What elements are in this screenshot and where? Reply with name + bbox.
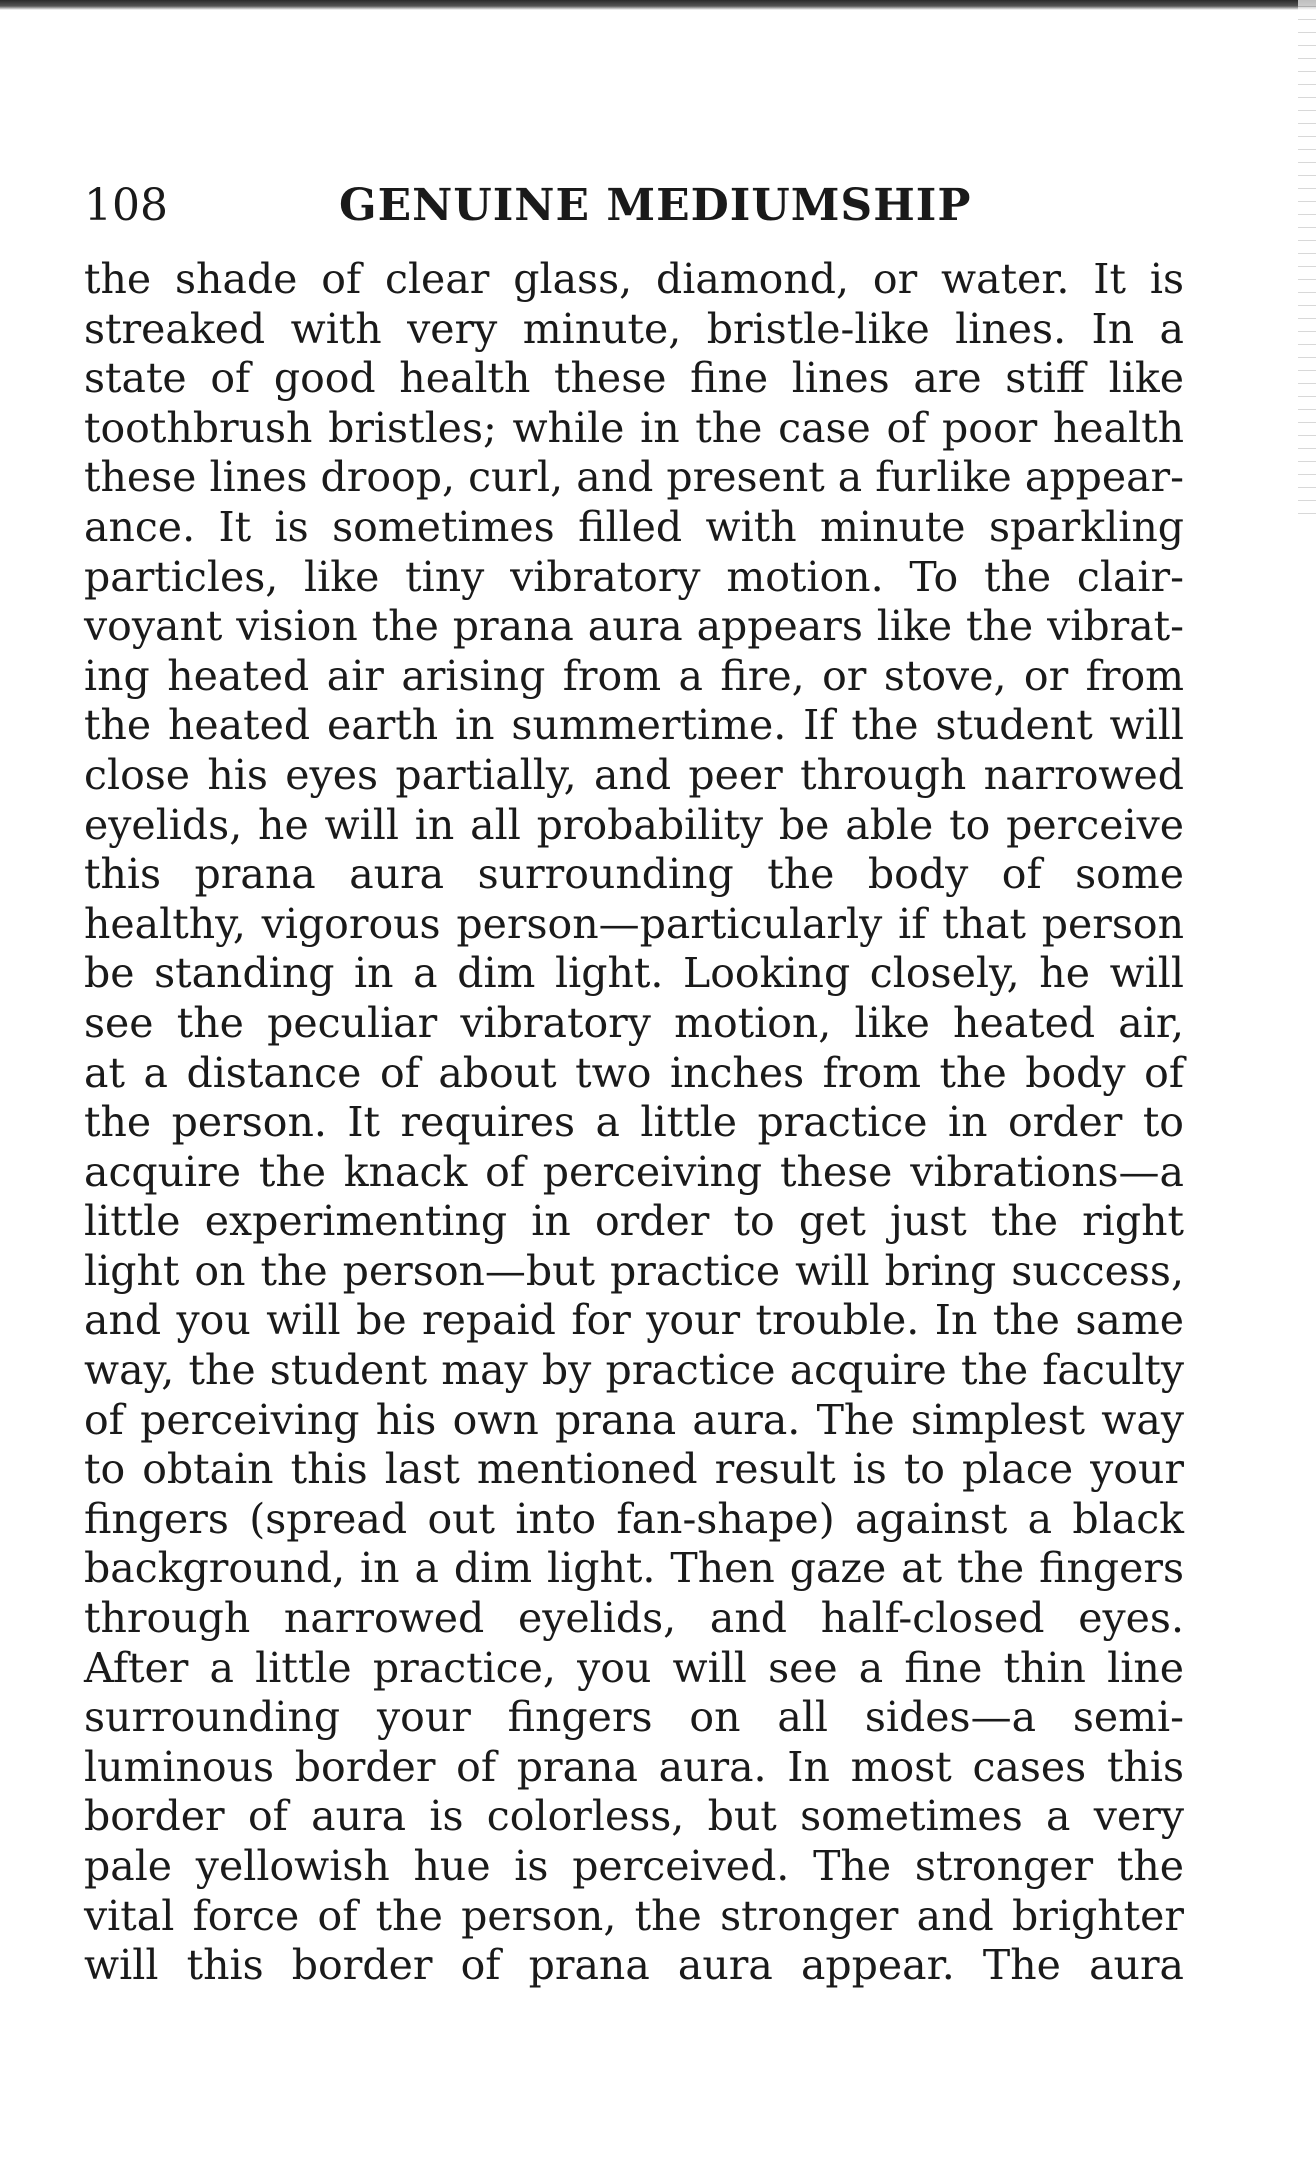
text-line: streaked with very minute, bristle-like lines. In a [84,304,1184,353]
text-line: surrounding your fingers on all sides—a semi- [84,1693,1184,1742]
text-line: through narrowed eyelids, and half-closed eyes. [84,1594,1184,1643]
text-line: light on the person—but practice will bring success, [84,1246,1184,1295]
text-line: particles, like tiny vibratory motion. To the clair- [84,552,1184,601]
text-line: vital force of the person, the stronger and brighter [84,1891,1184,1940]
text-line: background, in a dim light. Then gaze at the fingers [84,1544,1184,1593]
text-line: pale yellowish hue is perceived. The stronger the [84,1842,1184,1890]
running-title: GENUINE MEDIUMSHIP [339,180,972,231]
text-line: will this border of prana aura appear. The aura [84,1941,1184,1990]
text-line: fingers (spread out into fan-shape) against a black [84,1494,1184,1543]
text-line: border of aura is colorless, but sometimes a very [84,1792,1184,1841]
text-line: the shade of clear glass, diamond, or water. It is [84,255,1184,303]
text-line: way, the student may by practice acquire the faculty [84,1346,1184,1395]
text-line: luminous border of prana aura. In most cases this [84,1742,1184,1791]
text-line: voyant vision the prana aura appears like the vibrat- [84,602,1184,651]
text-line: healthy, vigorous person—particularly if that person [84,899,1184,948]
text-line: state of good health these fine lines are stiff like [84,354,1184,403]
page-right-edge [1298,0,1316,520]
text-line: of perceiving his own prana aura. The simplest way [84,1395,1184,1444]
text-line: these lines droop, curl, and present a furlike appear- [84,453,1184,502]
text-line: be standing in a dim light. Looking closely, he will [84,949,1184,998]
text-line: the heated earth in summertime. If the student will [84,701,1184,750]
page-top-edge [0,0,1316,10]
text-line: and you will be repaid for your trouble. In the same [84,1296,1184,1345]
text-line: little experimenting in order to get just the right [84,1197,1184,1246]
text-line: After a little practice, you will see a fine thin line [84,1643,1184,1692]
text-line: this prana aura surrounding the body of some [84,850,1184,899]
text-line: ance. It is sometimes filled with minute sparkling [84,502,1184,551]
text-line: ing heated air arising from a fire, or stove, or from [84,651,1184,700]
text-line: close his eyes partially, and peer through narrowed [84,750,1184,799]
text-line: to obtain this last mentioned result is to place your [84,1445,1184,1494]
text-line: eyelids, he will in all probability be able to perceive [84,800,1184,849]
text-line: see the peculiar vibratory motion, like heated air, [84,998,1184,1047]
text-line: acquire the knack of perceiving these vibrations—a [84,1147,1184,1196]
page-number: 108 [84,180,168,231]
text-line: at a distance of about two inches from the body of [84,1048,1184,1097]
text-line: toothbrush bristles; while in the case of poor health [84,403,1184,452]
text-line: the person. It requires a little practice in order to [84,1098,1184,1147]
page-header [84,178,1184,234]
body-text [84,255,1184,1991]
